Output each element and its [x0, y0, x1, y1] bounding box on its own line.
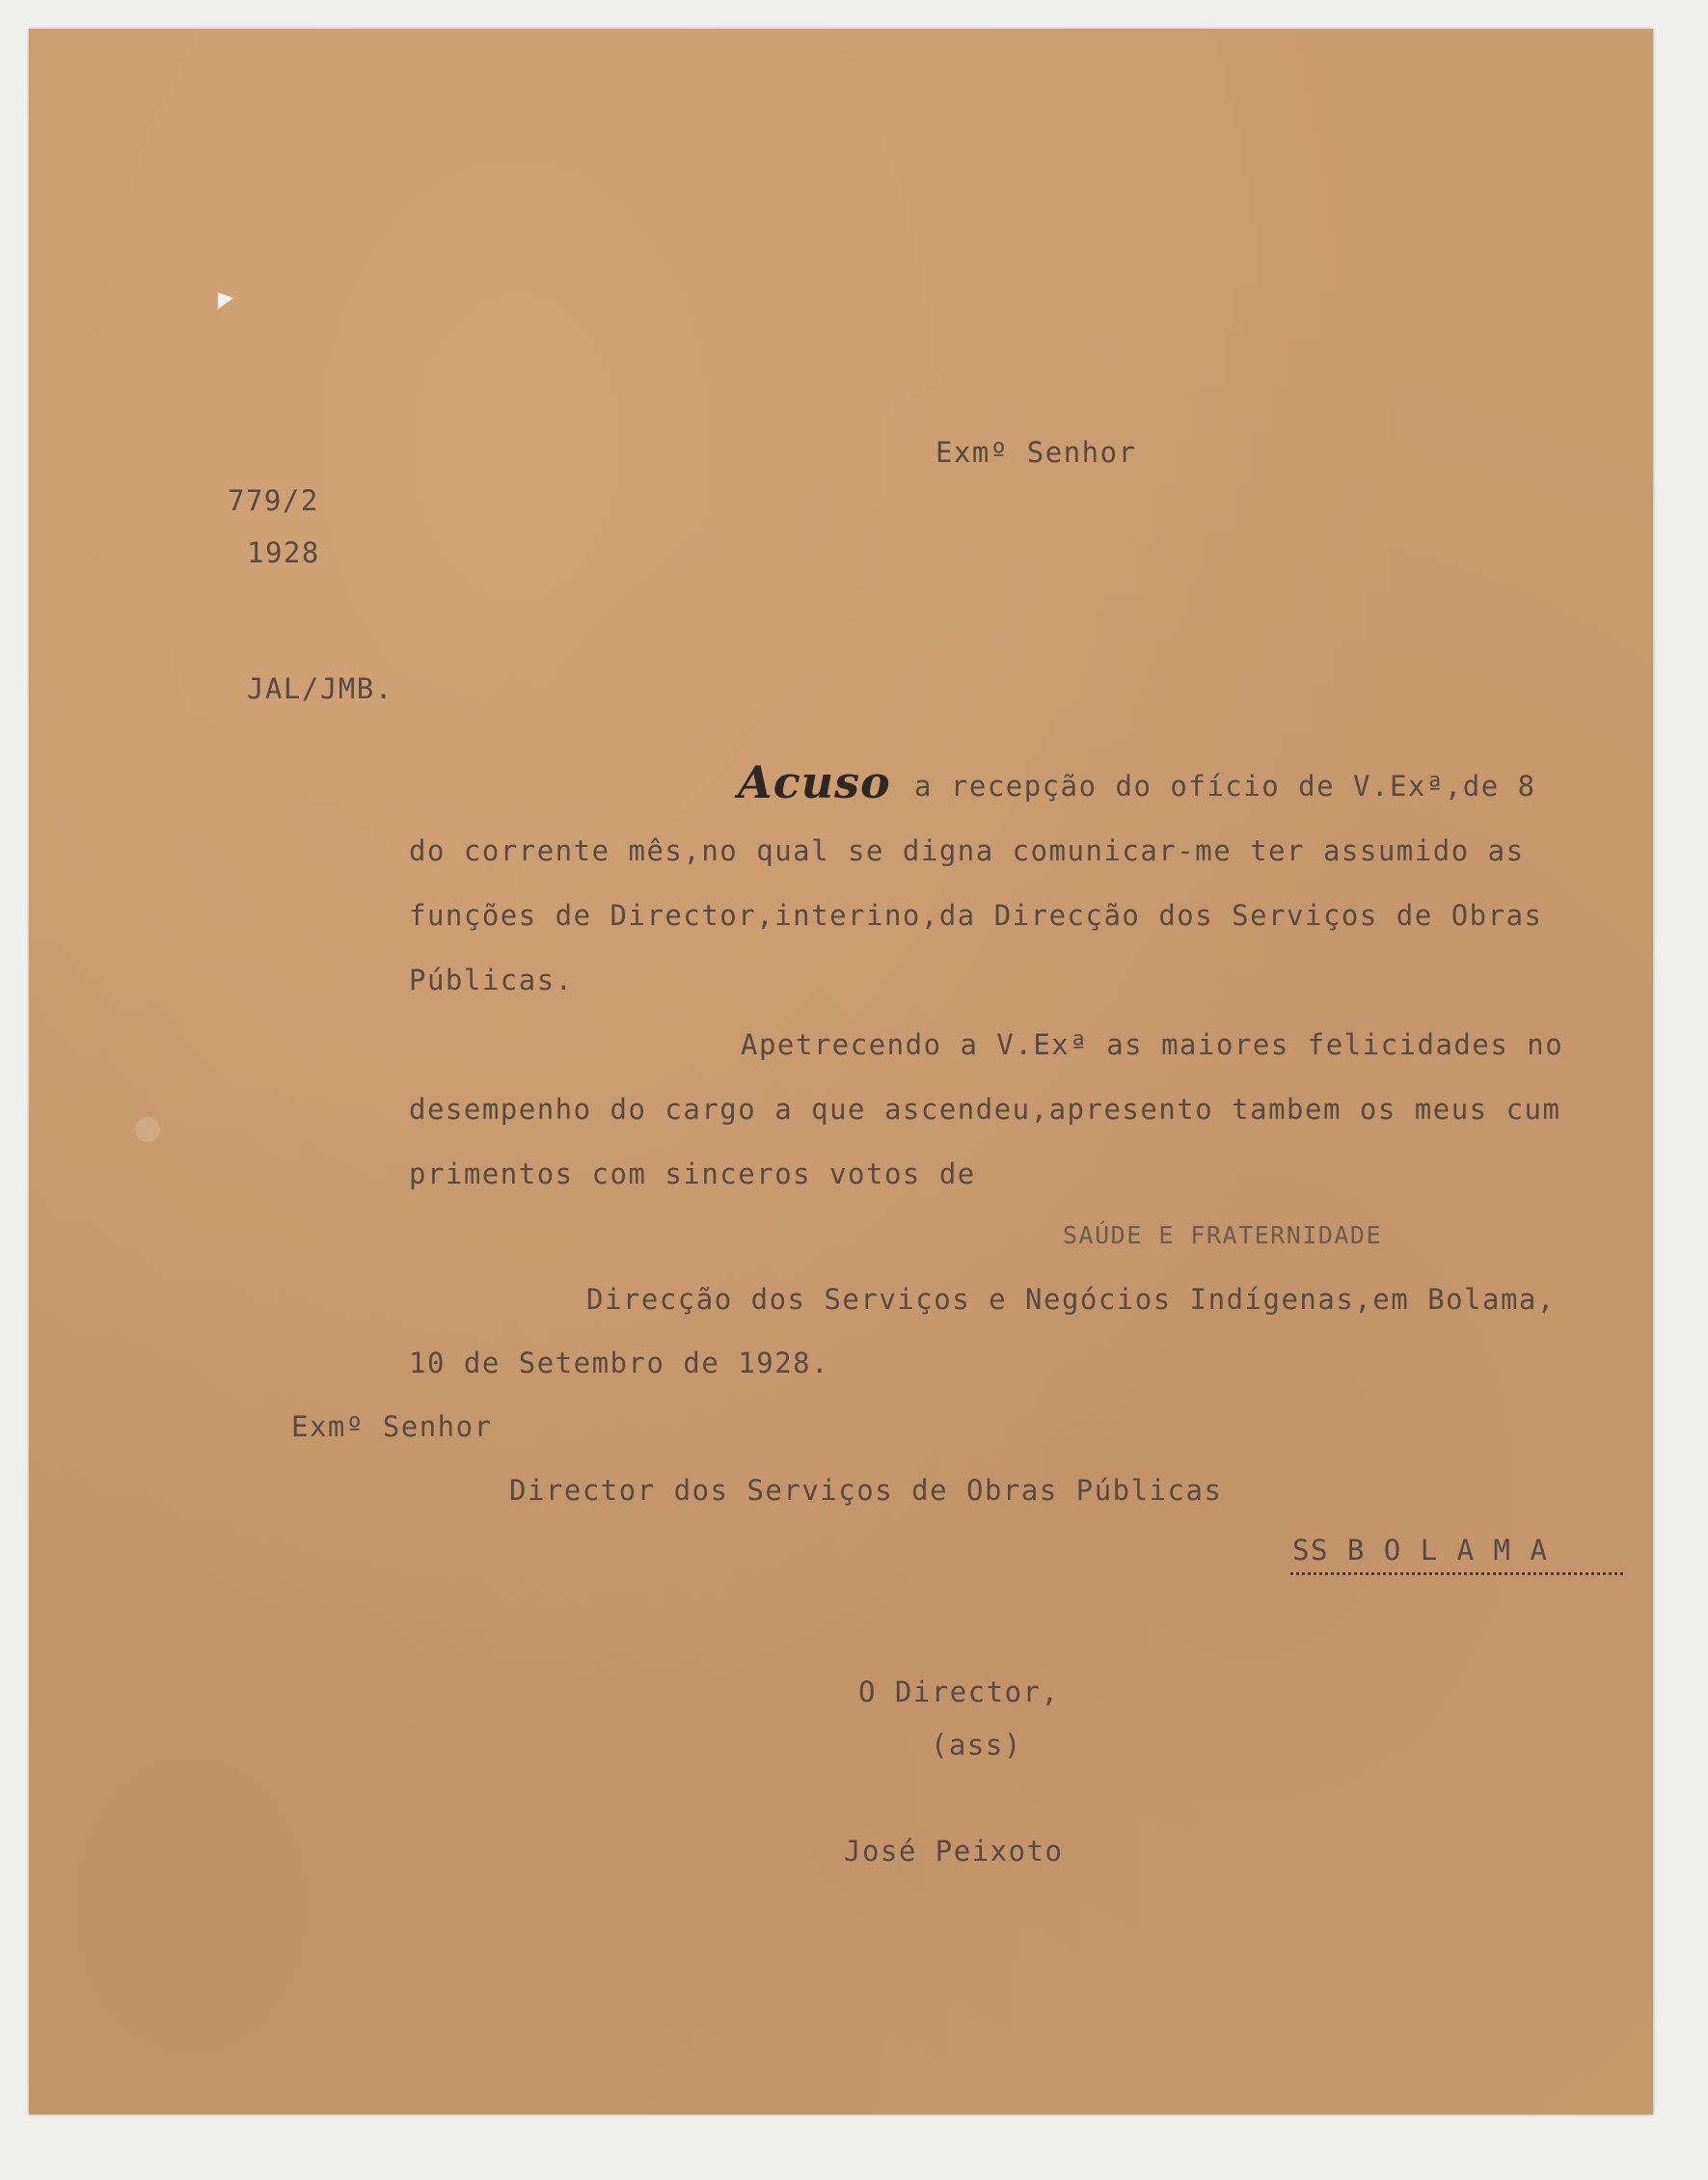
signature-role: O Director, — [858, 1676, 1060, 1708]
paragraph2-line2: desempenho do cargo a que ascendeu,apresento tambem os meus cum — [409, 1093, 1561, 1126]
addressee-city: SS B O L A M A — [1292, 1534, 1549, 1567]
reference-year: 1928 — [247, 536, 320, 569]
paragraph1-line1: a recepção do ofício de V.Exª,de 8 — [914, 770, 1536, 803]
salutation-top: Exmº Senhor — [935, 436, 1137, 469]
document-page — [29, 29, 1653, 2114]
addressee-salutation: Exmº Senhor — [291, 1410, 493, 1443]
reference-number: 779/2 — [228, 484, 319, 517]
paper-tear-mark — [210, 287, 233, 310]
handwritten-word: Acuso — [738, 756, 891, 808]
city-underline — [1290, 1572, 1623, 1575]
signature-name: José Peixoto — [844, 1835, 1064, 1867]
paragraph1-line4: Públicas. — [409, 964, 574, 996]
date-line: 10 de Setembro de 1928. — [409, 1347, 830, 1379]
paragraph1-line2: do corrente mês,no qual se digna comunicar-me ter assumido as — [409, 834, 1525, 867]
signature-ass: (ass) — [931, 1729, 1022, 1761]
paragraph2-line3: primentos com sinceros votos de — [409, 1158, 976, 1190]
place-line: Direcção dos Serviços e Negócios Indígenas,em Bolama, — [586, 1283, 1556, 1316]
paragraph2-line1: Apetrecendo a V.Exª as maiores felicidades no — [741, 1028, 1564, 1061]
addressee-title: Director dos Serviços de Obras Públicas — [509, 1474, 1223, 1507]
paper-stain — [135, 1117, 160, 1142]
motto: SAÚDE E FRATERNIDADE — [1063, 1221, 1383, 1249]
paragraph1-line3: funções de Director,interino,da Direcção dos Serviços de Obras — [409, 899, 1543, 932]
initials: JAL/JMB. — [247, 672, 393, 705]
